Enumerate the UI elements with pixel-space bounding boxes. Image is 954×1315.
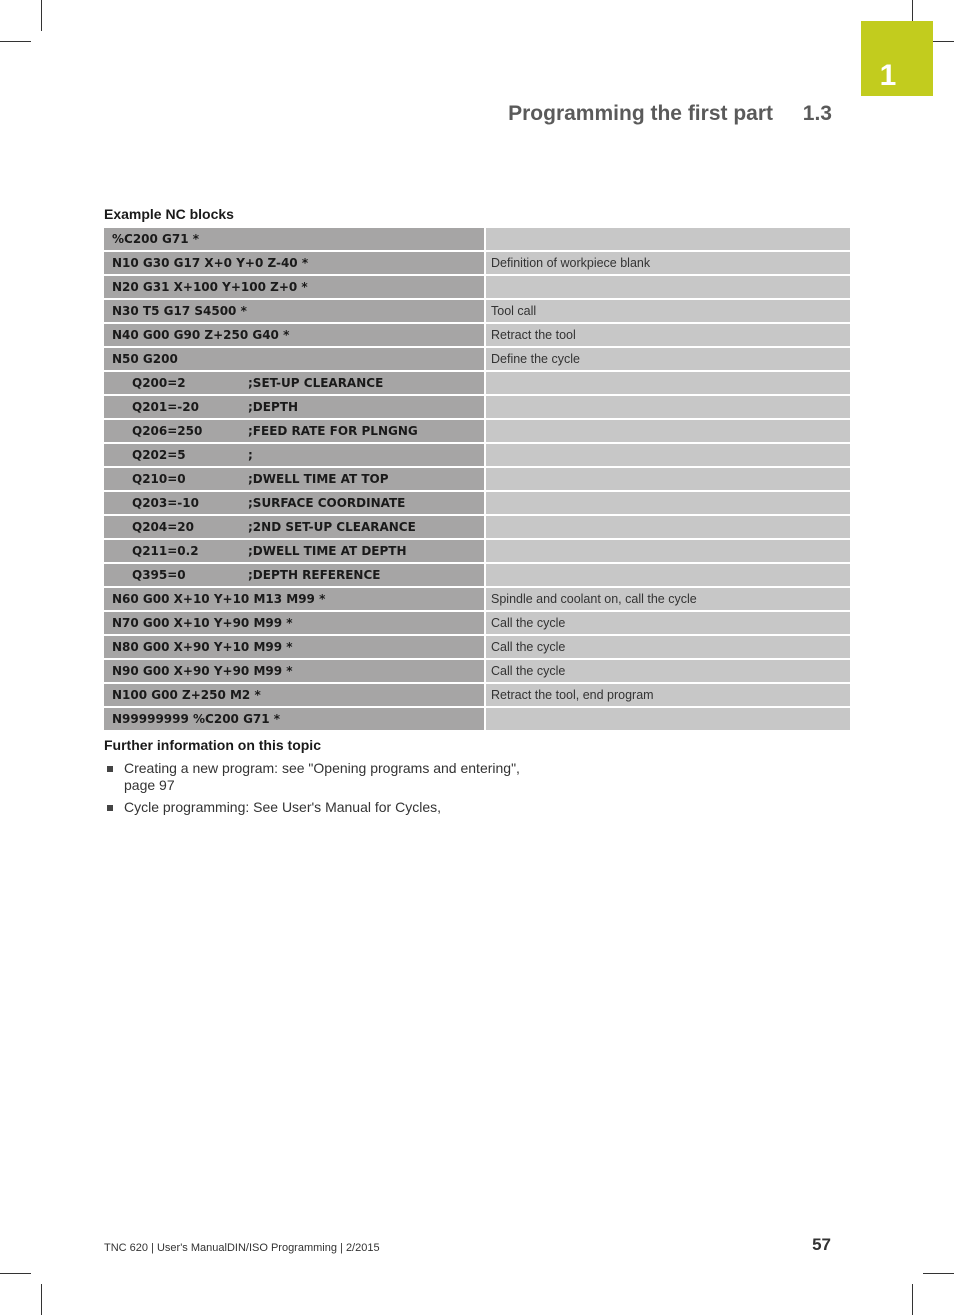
- nc-description: Call the cycle: [486, 636, 850, 660]
- example-heading: Example NC blocks: [104, 206, 234, 222]
- table-row: [104, 348, 850, 372]
- table-row-parameter: [104, 444, 850, 468]
- nc-param: [104, 516, 486, 540]
- table-row: [104, 636, 850, 660]
- bullet-icon: [107, 766, 113, 772]
- crop-mark: [923, 1273, 954, 1274]
- page-reference-link[interactable]: page 97: [124, 777, 175, 793]
- footer-text: TNC 620 | User's ManualDIN/ISO Programming | 2/2015: [104, 1242, 380, 1254]
- param-name: Q200=2: [132, 376, 186, 390]
- param-name: Q202=5: [132, 448, 186, 462]
- nc-description: [486, 276, 850, 300]
- list-item: [104, 760, 564, 794]
- nc-param: [104, 372, 486, 396]
- table-row: [104, 252, 850, 276]
- page-number: 57: [812, 1235, 831, 1254]
- nc-param: [104, 468, 486, 492]
- list-item-text: Creating a new program: see "Opening programs and entering",: [124, 760, 520, 776]
- param-name: Q204=20: [132, 520, 195, 534]
- crop-mark: [912, 1284, 913, 1315]
- param-name: Q211=0.2: [132, 544, 199, 558]
- nc-description: [486, 444, 850, 468]
- table-row: [104, 588, 850, 612]
- bullet-icon: [107, 805, 113, 811]
- chapter-number: 1: [879, 59, 897, 92]
- further-info-heading: Further information on this topic: [104, 737, 321, 753]
- table-row: [104, 324, 850, 348]
- nc-code: %C200 G71 *: [104, 228, 486, 252]
- list-item: [104, 799, 564, 816]
- nc-description: [486, 468, 850, 492]
- param-comment: ;SET-UP CLEARANCE: [248, 376, 384, 390]
- nc-code: N100 G00 Z+250 M2 *: [104, 684, 486, 708]
- nc-description: [486, 516, 850, 540]
- table-row: [104, 276, 850, 300]
- param-comment: ;SURFACE COORDINATE: [248, 496, 406, 510]
- crop-mark: [41, 1284, 42, 1315]
- nc-description: Retract the tool, end program: [486, 684, 850, 708]
- table-row-parameter: [104, 540, 850, 564]
- nc-description: Definition of workpiece blank: [486, 252, 850, 276]
- nc-description: [486, 708, 850, 732]
- param-name: Q395=0: [132, 568, 186, 582]
- nc-code: N10 G30 G17 X+0 Y+0 Z-40 *: [104, 252, 486, 276]
- crop-mark: [41, 0, 42, 31]
- table-row: [104, 684, 850, 708]
- table-row-parameter: [104, 372, 850, 396]
- table-row: [104, 228, 850, 252]
- table-row: [104, 612, 850, 636]
- nc-param: [104, 564, 486, 588]
- table-row-parameter: [104, 516, 850, 540]
- param-comment: ;FEED RATE FOR PLNGNG: [248, 424, 418, 438]
- nc-code: N20 G31 X+100 Y+100 Z+0 *: [104, 276, 486, 300]
- table-row-parameter: [104, 396, 850, 420]
- nc-description: [486, 540, 850, 564]
- section-number: 1.3: [802, 102, 832, 125]
- further-info-list: [104, 760, 564, 821]
- nc-code: N80 G00 X+90 Y+10 M99 *: [104, 636, 486, 660]
- nc-param: [104, 396, 486, 420]
- nc-description: Spindle and coolant on, call the cycle: [486, 588, 850, 612]
- param-comment: ;DEPTH: [248, 400, 298, 414]
- nc-code: N40 G00 G90 Z+250 G40 *: [104, 324, 486, 348]
- param-comment: ;: [248, 448, 253, 462]
- nc-description: Call the cycle: [486, 612, 850, 636]
- nc-code: N30 T5 G17 S4500 *: [104, 300, 486, 324]
- table-row-parameter: [104, 468, 850, 492]
- nc-blocks-table: [104, 228, 850, 732]
- param-comment: ;DEPTH REFERENCE: [248, 568, 381, 582]
- nc-param: [104, 540, 486, 564]
- nc-description: Call the cycle: [486, 660, 850, 684]
- nc-code: N70 G00 X+10 Y+90 M99 *: [104, 612, 486, 636]
- param-comment: ;DWELL TIME AT TOP: [248, 472, 389, 486]
- nc-param: [104, 492, 486, 516]
- param-name: Q201=-20: [132, 400, 199, 414]
- table-row: [104, 708, 850, 732]
- nc-param: [104, 420, 486, 444]
- nc-description: [486, 372, 850, 396]
- table-row-parameter: [104, 492, 850, 516]
- page-title: Programming the first part: [508, 102, 773, 125]
- nc-description: [486, 492, 850, 516]
- nc-code: N50 G200: [104, 348, 486, 372]
- nc-description: Retract the tool: [486, 324, 850, 348]
- nc-description: [486, 396, 850, 420]
- nc-description: Tool call: [486, 300, 850, 324]
- table-row: [104, 660, 850, 684]
- param-name: Q206=250: [132, 424, 203, 438]
- table-row-parameter: [104, 564, 850, 588]
- nc-description: [486, 420, 850, 444]
- param-name: Q210=0: [132, 472, 186, 486]
- param-comment: ;DWELL TIME AT DEPTH: [248, 544, 407, 558]
- table-row-parameter: [104, 420, 850, 444]
- param-name: Q203=-10: [132, 496, 199, 510]
- nc-code: N90 G00 X+90 Y+90 M99 *: [104, 660, 486, 684]
- nc-description: Define the cycle: [486, 348, 850, 372]
- nc-description: [486, 564, 850, 588]
- crop-mark: [0, 1273, 31, 1274]
- nc-code: N99999999 %C200 G71 *: [104, 708, 486, 732]
- list-item-text: Cycle programming: See User's Manual for Cycles,: [124, 799, 442, 815]
- nc-code: N60 G00 X+10 Y+10 M13 M99 *: [104, 588, 486, 612]
- param-comment: ;2ND SET-UP CLEARANCE: [248, 520, 416, 534]
- table-row: [104, 300, 850, 324]
- nc-param: [104, 444, 486, 468]
- nc-description: [486, 228, 850, 252]
- crop-mark: [0, 41, 31, 42]
